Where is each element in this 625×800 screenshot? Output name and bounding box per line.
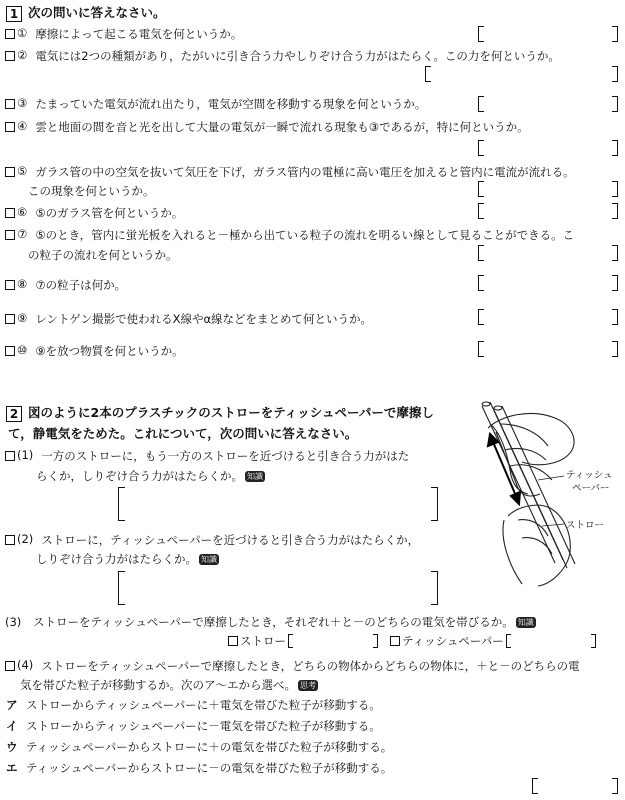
checkbox-tissue[interactable]	[390, 636, 400, 646]
s2-question-1	[5, 448, 409, 464]
checkbox-q9[interactable]	[5, 314, 15, 324]
checkbox-q1[interactable]	[5, 29, 15, 39]
question-2	[5, 48, 560, 64]
s2-question-3	[5, 614, 536, 630]
checkbox-s2q2[interactable]	[5, 535, 15, 545]
question-number: ②	[17, 48, 28, 62]
choice-text: ティッシュペーパーからストローに＋の電気を帯びた粒子が移動する。	[26, 740, 393, 754]
choice-e[interactable]	[6, 760, 392, 776]
choice-text: ストローからティッシュペーパーに＋電気を帯びた粒子が移動する。	[26, 698, 381, 712]
checkbox-s2q1[interactable]	[5, 451, 15, 461]
checkbox-q6[interactable]	[5, 208, 15, 218]
answer-box-q8[interactable]	[478, 275, 618, 291]
question-number: (2)	[17, 532, 34, 546]
straw-illustration	[482, 402, 575, 586]
s2-question-4-line2	[20, 677, 318, 693]
question-text-cont: の粒子の流れを何というか。	[28, 248, 178, 262]
checkbox-straw[interactable]	[228, 636, 238, 646]
answer-box-q1[interactable]	[478, 26, 618, 42]
question-10	[5, 343, 184, 359]
answer-box-tissue[interactable]	[506, 634, 596, 648]
checkbox-s2q4[interactable]	[5, 661, 15, 671]
question-text: レントゲン撮影で使われるX線やα線などをまとめて何というか。	[35, 312, 373, 326]
question-number: ⑧	[17, 277, 28, 291]
choice-label: イ	[6, 719, 18, 733]
question-text: ⑨を放つ物質を何というか。	[35, 344, 184, 358]
section1-number: 1	[6, 6, 22, 22]
question-text: ⑦の粒子は何か。	[35, 278, 127, 292]
s2-question-2-line2	[36, 551, 219, 567]
s2-question-4	[5, 658, 580, 674]
choice-u[interactable]	[6, 739, 392, 755]
question-6	[5, 205, 183, 221]
s2-question-3-answers	[228, 633, 596, 649]
answer-box-straw[interactable]	[288, 634, 378, 648]
question-text: 電気には2つの種類があり，たがいに引き合う力やしりぞけ合う力がはたらく。この力を何というか。	[35, 49, 560, 63]
question-text: ストローをティッシュペーパーで摩擦したとき，どちらの物体からどちらの物体に，＋と－のどちらの電	[41, 659, 580, 673]
choice-i[interactable]	[6, 718, 381, 734]
answer-box-q10[interactable]	[478, 341, 618, 357]
question-text: ストローに，ティッシュペーパーを近づけると引き合う力がはたらくか，	[41, 533, 420, 547]
answer-box-q7[interactable]	[478, 245, 618, 261]
question-text-cont: らくか，しりぞけ合う力がはたらくか。	[36, 469, 243, 483]
answer-box-q2[interactable]	[425, 66, 618, 82]
figure-label-straw: ストロー	[566, 520, 605, 531]
choice-text: ストローからティッシュペーパーに－電気を帯びた粒子が移動する。	[26, 719, 381, 733]
question-text-cont: しりぞけ合う力がはたらくか。	[36, 552, 197, 566]
choice-a[interactable]	[6, 697, 381, 713]
question-7	[5, 227, 574, 243]
question-text: 雲と地面の間を音と光を出して大量の電気が一瞬で流れる現象も③であるが，特に何というか。	[35, 120, 529, 134]
answer-box-s2q1[interactable]	[118, 487, 438, 521]
checkbox-q2[interactable]	[5, 51, 15, 61]
question-text: ⑤のとき，管内に蛍光板を入れると－極から出ている粒子の流れを明るい線として見ることができる。こ	[35, 228, 575, 242]
s2-question-1-line2	[36, 468, 265, 484]
choice-label: ウ	[6, 740, 18, 754]
question-3	[5, 96, 426, 112]
thinking-tag: 思考	[300, 681, 316, 690]
question-text: 一方のストローに，もう一方のストローを近づけると引き合う力がはた	[41, 449, 410, 463]
question-1	[5, 26, 242, 42]
question-text: たまっていた電気が流れ出たり，電気が空間を移動する現象を何というか。	[35, 97, 427, 111]
question-number: (3)	[5, 615, 22, 629]
answer-box-q6[interactable]	[478, 203, 618, 219]
answer-box-q5[interactable]	[478, 181, 618, 197]
question-number: ⑦	[17, 227, 28, 241]
question-4	[5, 119, 529, 135]
question-number: ⑨	[17, 311, 28, 325]
figure-label-tissue-1: ティッシュ	[566, 470, 613, 481]
question-text-cont: この現象を何というか。	[28, 184, 155, 198]
answer-label-tissue: ティッシュペーパー	[402, 634, 504, 648]
section2-number: 2	[6, 406, 22, 422]
knowledge-tag: 知識	[517, 618, 534, 627]
question-number: (4)	[17, 658, 34, 672]
question-number: ⑥	[17, 205, 28, 219]
checkbox-q5[interactable]	[5, 167, 15, 177]
straw-figure	[460, 388, 620, 588]
section1-title: 次の問いに答えなさい。	[28, 5, 166, 20]
question-text: ⑤のガラス管を何というか。	[35, 206, 184, 220]
question-8	[5, 277, 126, 293]
answer-box-s2q2[interactable]	[118, 571, 438, 605]
choice-label: ア	[6, 698, 18, 712]
choice-text: ティッシュペーパーからストローに－の電気を帯びた粒子が移動する。	[26, 761, 393, 775]
question-9	[5, 311, 372, 327]
answer-label-straw: ストロー	[240, 634, 286, 648]
answer-box-q9[interactable]	[478, 309, 618, 325]
knowledge-tag: 知識	[201, 555, 217, 564]
question-number: ⑤	[17, 164, 28, 178]
choice-label: エ	[6, 761, 18, 775]
knowledge-tag: 知識	[247, 472, 263, 481]
checkbox-q7[interactable]	[5, 230, 15, 240]
answer-box-q3[interactable]	[478, 96, 618, 112]
question-text: ストローをティッシュペーパーで摩擦したとき，それぞれ＋と－のどちらの電気を帯びるか。	[32, 615, 514, 629]
section1-heading	[6, 3, 166, 22]
section2-title-line2: て，静電気をためた。これについて，次の問いに答えなさい。	[8, 426, 358, 441]
question-text-cont: 気を帯びた粒子が移動するか。次のア～エから選べ。	[20, 678, 296, 692]
s2-question-2	[5, 532, 419, 548]
figure-label-tissue-2: ペーパー	[572, 483, 610, 494]
section2-heading	[6, 403, 434, 422]
question-number: ⑩	[17, 343, 28, 357]
double-arrow-icon	[488, 434, 520, 504]
question-text: 摩擦によって起こる電気を何というか。	[35, 27, 243, 41]
question-number: (1)	[17, 448, 34, 462]
answer-box-q4[interactable]	[478, 140, 618, 156]
question-number: ①	[17, 26, 28, 40]
checkbox-q4[interactable]	[5, 122, 15, 132]
question-text: ガラス管の中の空気を抜いて気圧を下げ，ガラス管内の電極に高い電圧を加えると管内に電流が流れる。	[35, 165, 575, 179]
checkbox-q8[interactable]	[5, 280, 15, 290]
question-number: ④	[17, 119, 28, 133]
question-number: ③	[17, 96, 28, 110]
answer-box-s2q4[interactable]	[532, 778, 618, 794]
straw-leader-line	[542, 524, 564, 526]
question-5	[5, 164, 575, 180]
section2-title-line1: 図のように2本のプラスチックのストローをティッシュペーパーで摩擦し	[28, 405, 434, 420]
checkbox-q10[interactable]	[5, 346, 15, 356]
checkbox-q3[interactable]	[5, 99, 15, 109]
